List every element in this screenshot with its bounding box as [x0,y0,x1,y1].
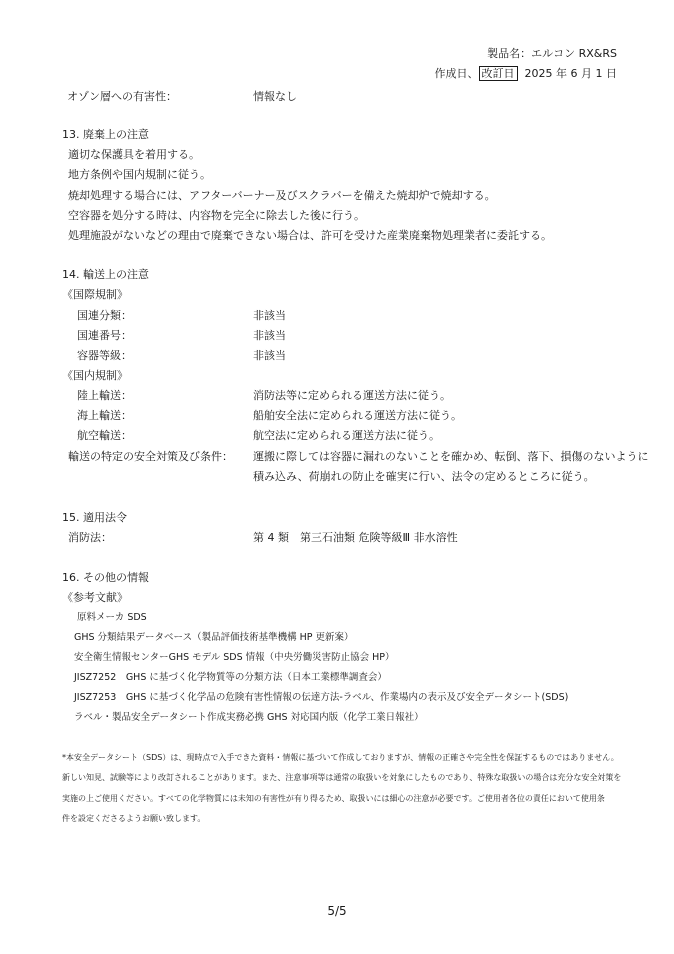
revision-date: 2025 年 6 月 1 日 [524,67,617,80]
domestic-regulations-heading: 《国内規制》 [62,369,128,382]
disclaimer-line: 実施の上ご使用ください。すべての化学物質には未知の有害性が有り得るため、取扱いには細心の注意が必要です。ご使用者各位の責任において使用条 [62,794,605,803]
date-line [435,67,617,80]
section-16-heading: 16. その他の情報 [62,571,149,584]
section-15-heading: 15. 適用法令 [62,511,127,524]
reference-item: JISZ7252 GHS に基づく化学物質等の分類方法（日本工業標準調査会） [74,672,387,683]
disposal-line: 処理施設がないなどの理由で廃棄できない場合は、許可を受けた産業廃棄物処理業者に委託する。 [68,229,552,242]
ozone-label: オゾン層への有害性： [67,90,177,103]
disposal-line: 地方条例や国内規制に従う。 [68,168,211,181]
disposal-line: 適切な保護具を着用する。 [68,148,200,161]
reference-item: GHS 分類結果データベース（製品評価技術基準機構 HP 更新案） [74,632,354,643]
packing-group-label: 容器等級： [77,349,132,362]
air-transport-value: 航空法に定められる運送方法に従う。 [253,429,440,442]
ozone-value: 情報なし [253,90,297,103]
special-precautions-line: 運搬に際しては容器に漏れのないことを確かめ、転倒、落下、損傷のないように [253,450,649,463]
un-number-label: 国連番号： [77,329,132,342]
revised-label: 改訂日 [479,66,518,81]
un-class-label: 国連分類： [77,309,132,322]
sea-transport-label: 海上輸送： [77,409,132,422]
sea-transport-value: 船舶安全法に定められる運送方法に従う。 [253,409,462,422]
page-number: 5/5 [327,904,347,918]
reference-item: JISZ7253 GHS に基づく化学品の危険有害性情報の伝達方法-ラベル、作業場内の表示及び安全データシート(SDS) [74,692,569,703]
section-14-heading: 14. 輸送上の注意 [62,268,149,281]
disposal-line: 空容器を処分する時は、内容物を完全に除去した後に行う。 [68,209,365,222]
disclaimer-line: *本安全データシート（SDS）は、現時点で入手できた資料・情報に基づいて作成しておりますが、情報の正確さや完全性を保証するものではありません。 [62,753,619,762]
fire-law-value: 第 4 類 第三石油類 危険等級Ⅲ 非水溶性 [253,531,458,544]
disposal-line: 焼却処理する場合には、アフターバーナー及びスクラバーを備えた焼却炉で焼却する。 [68,189,496,202]
special-precautions-line: 積み込み、荷崩れの防止を確実に行い、法令の定めるところに従う。 [253,470,595,483]
product-name: 製品名：エルコン RX&RS [487,47,617,60]
section-13-heading: 13. 廃棄上の注意 [62,128,149,141]
disclaimer-line: 件を設定くださるようお願い致します。 [62,814,206,823]
packing-group-value: 非該当 [253,349,286,362]
reference-item: ラベル・製品安全データシート作成実務必携 GHS 対応国内版（化学工業日報社） [74,712,424,723]
fire-law-label: 消防法： [68,531,112,544]
reference-item: 安全衛生情報センターGHS モデル SDS 情報（中央労働災害防止協会 HP） [74,652,395,663]
land-transport-value: 消防法等に定められる運送方法に従う。 [253,389,451,402]
air-transport-label: 航空輸送： [77,429,132,442]
references-heading: 《参考文献》 [62,591,128,604]
disclaimer-line: 新しい知見、試験等により改訂されることがあります。また、注意事項等は通常の取扱いを対象にしたものであり、特殊な取扱いの場合は充分な安全対策を [62,773,622,782]
un-class-value: 非該当 [253,309,286,322]
reference-item: 原料メーカ SDS [77,612,147,623]
created-prefix: 作成日、 [434,67,479,80]
special-precautions-label: 輸送の特定の安全対策及び条件： [68,450,233,463]
un-number-value: 非該当 [253,329,286,342]
land-transport-label: 陸上輸送： [77,389,132,402]
intl-regulations-heading: 《国際規制》 [62,288,128,301]
